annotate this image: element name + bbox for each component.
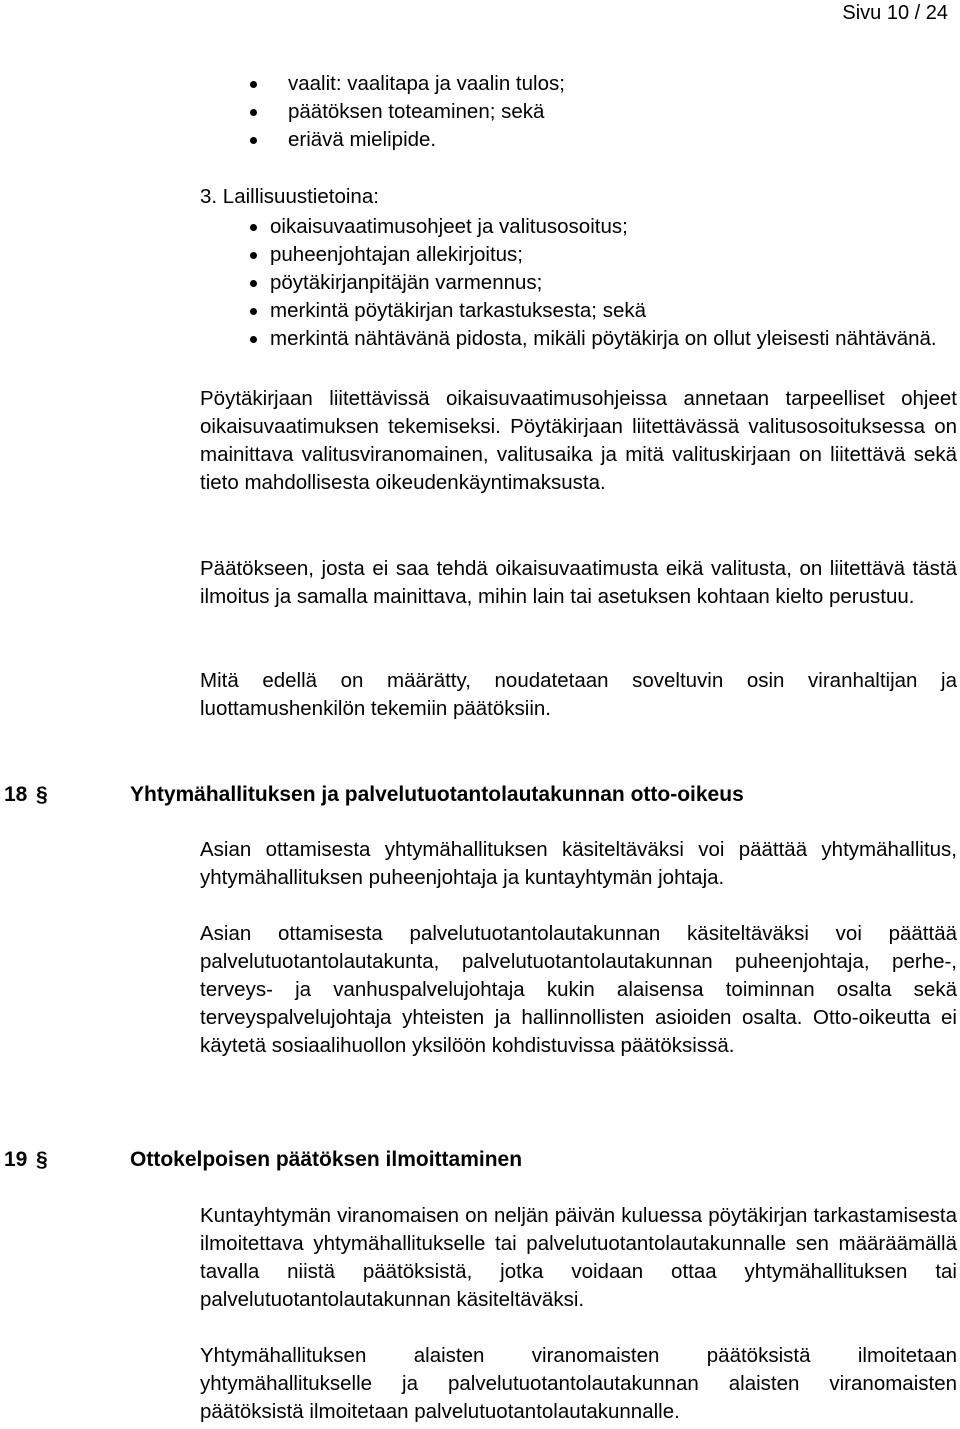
- list-item: merkintä pöytäkirjan tarkastuksesta; sekä: [250, 297, 950, 325]
- list-item: eriävä mielipide.: [250, 126, 950, 154]
- section-sign: §: [36, 783, 48, 806]
- list-item: pöytäkirjanpitäjän varmennus;: [250, 269, 950, 297]
- section-19-paragraph-2: Yhtymähallituksen alaisten viranomaisten päätöksistä ilmoitetaan yhtymähallitukselle ja palvelutuotantolautakunnan alaisten viranomaisten päätöksistä ilmoitetaan palvelutuotantolautakunnalle.: [200, 1344, 957, 1423]
- paragraph-applicability: Mitä edellä on määrätty, noudatetaan soveltuvin osin viranhaltijan ja luottamushenkilön tekemiin päätöksiin.: [200, 669, 957, 720]
- section-title: Yhtymähallituksen ja palvelutuotantolautakunnan otto-oikeus: [130, 783, 744, 806]
- section-number: 19: [4, 1148, 28, 1171]
- list-item: puheenjohtajan allekirjoitus;: [250, 241, 950, 269]
- list-item: vaalit: vaalitapa ja vaalin tulos;: [250, 70, 950, 98]
- page-number: Sivu 10 / 24: [842, 2, 948, 24]
- section-19-paragraph-1: Kuntayhtymän viranomaisen on neljän päivän kuluessa pöytäkirjan tarkastamisesta ilmoitettava yhtymähallitukselle tai palvelutuotantolautakunnalle sen määräämällä tavalla niistä päätöksistä, jotka voidaan ottaa yhtymähallituksen tai palvelutuotantolautakunnan käsiteltäväksi.: [200, 1204, 957, 1311]
- section-18-paragraph-1: Asian ottamisesta yhtymähallituksen käsiteltäväksi voi päättää yhtymähallitus, yhtymähallituksen puheenjohtaja ja kuntayhtymän johtaja.: [200, 838, 957, 889]
- list-item: merkintä nähtävänä pidosta, mikäli pöytäkirja on ollut yleisesti nähtävänä.: [250, 325, 950, 353]
- list-decisions: [250, 70, 950, 154]
- section-number: 18: [4, 783, 28, 806]
- list-item: oikaisuvaatimusohjeet ja valitusosoitus;: [250, 213, 950, 241]
- paragraph-instructions: Pöytäkirjaan liitettävissä oikaisuvaatimusohjeissa annetaan tarpeelliset ohjeet oikaisuvaatimuksen tekemiseksi. Pöytäkirjaan liitettävässä valitusosoituksessa on mainittava valitusviranomainen, valitusaika ja mitä valituskirjaan on liitettävä sekä tieto mahdollisesta oikeudenkäyntimaksusta.: [200, 387, 957, 494]
- section-18-paragraph-2: Asian ottamisesta palvelutuotantolautakunnan käsiteltäväksi voi päättää palvelutuotantolautakunta, palvelutuotantolautakunnan puheenjohtaja, perhe-, terveys- ja vanhuspalvelujohtaja kukin alaisensa toiminnan osalta sekä terveyspalvelujohtaja yhteisten ja hallinnollisten asioiden osalta. Otto-oikeutta ei käytetä sosiaalihuollon yksilöön kohdistuvissa päätöksissä.: [200, 922, 957, 1057]
- section-title: Ottokelpoisen päätöksen ilmoittaminen: [130, 1148, 523, 1171]
- list-item: päätöksen toteaminen; sekä: [250, 98, 950, 126]
- section-sign: §: [36, 1148, 48, 1171]
- numbered-item-3: 3. Laillisuustietoina:: [200, 185, 379, 208]
- list-legality: [250, 213, 950, 353]
- paragraph-prohibition: Päätökseen, josta ei saa tehdä oikaisuvaatimusta eikä valitusta, on liitettävä tästä ilmoitus ja samalla mainittava, mihin lain tai asetuksen kohtaan kielto perustuu.: [200, 557, 957, 608]
